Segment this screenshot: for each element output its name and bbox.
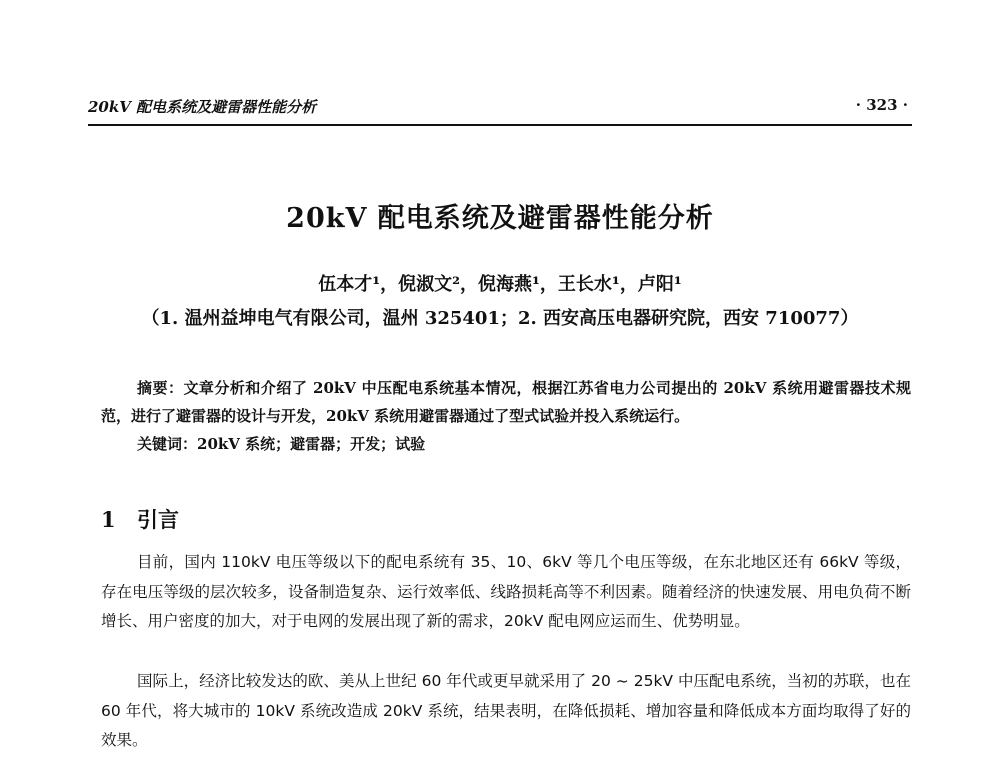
body-paragraph: 目前，国内 110kV 电压等级以下的配电系统有 35、10、6kV 等几个电压等级，在东北地区还有 66kV 等级，存在电压等级的层次较多，设备制造复杂、运行效率低、线路损耗高等不利因素。随着经济的快速发展、用电负荷不断增长、用户密度的加大，对于电网的发展出现了新的需求，20kV 配电网应运而生、优势明显。 bbox=[101, 553, 911, 630]
keywords-text: 20kV 系统；避雷器；开发；试验 bbox=[197, 435, 426, 453]
abstract-label: 摘要： bbox=[137, 379, 184, 397]
abstract-text: 文章分析和介绍了 20kV 中压配电系统基本情况，根据江苏省电力公司提出的 20kV 系统用避雷器技术规范，进行了避雷器的设计与开发，20kV 系统用避雷器通过了型式试验并投入系统运行。 bbox=[101, 379, 911, 425]
body-paragraph: 国际上，经济比较发达的欧、美从上世纪 60 年代或更早就采用了 20 ~ 25kV 中压配电系统，当初的苏联，也在 60 年代，将大城市的 10kV 系统改造成 20kV 系统，结果表明，在降低损耗、增加容量和降低成本方面均取得了好的效果。 bbox=[101, 672, 911, 749]
keywords bbox=[137, 430, 425, 458]
section-heading bbox=[101, 504, 179, 534]
article-title: 20kV 配电系统及避雷器性能分析 bbox=[286, 203, 714, 234]
section-number: 1 bbox=[101, 507, 116, 532]
header-rule bbox=[88, 124, 912, 126]
affiliation: （1. 温州益坤电气有限公司，温州 325401；2. 西安高压电器研究院，西安 710077） bbox=[141, 308, 859, 329]
author-list: 伍本才¹，倪淑文²，倪海燕¹，王长水¹，卢阳¹ bbox=[318, 274, 682, 295]
page-number: · 323 · bbox=[855, 96, 908, 114]
section-title: 引言 bbox=[137, 508, 179, 532]
keywords-label: 关键词： bbox=[137, 435, 198, 453]
abstract bbox=[101, 374, 911, 430]
running-header bbox=[88, 96, 912, 122]
running-title: 20kV 配电系统及避雷器性能分析 bbox=[88, 98, 317, 116]
